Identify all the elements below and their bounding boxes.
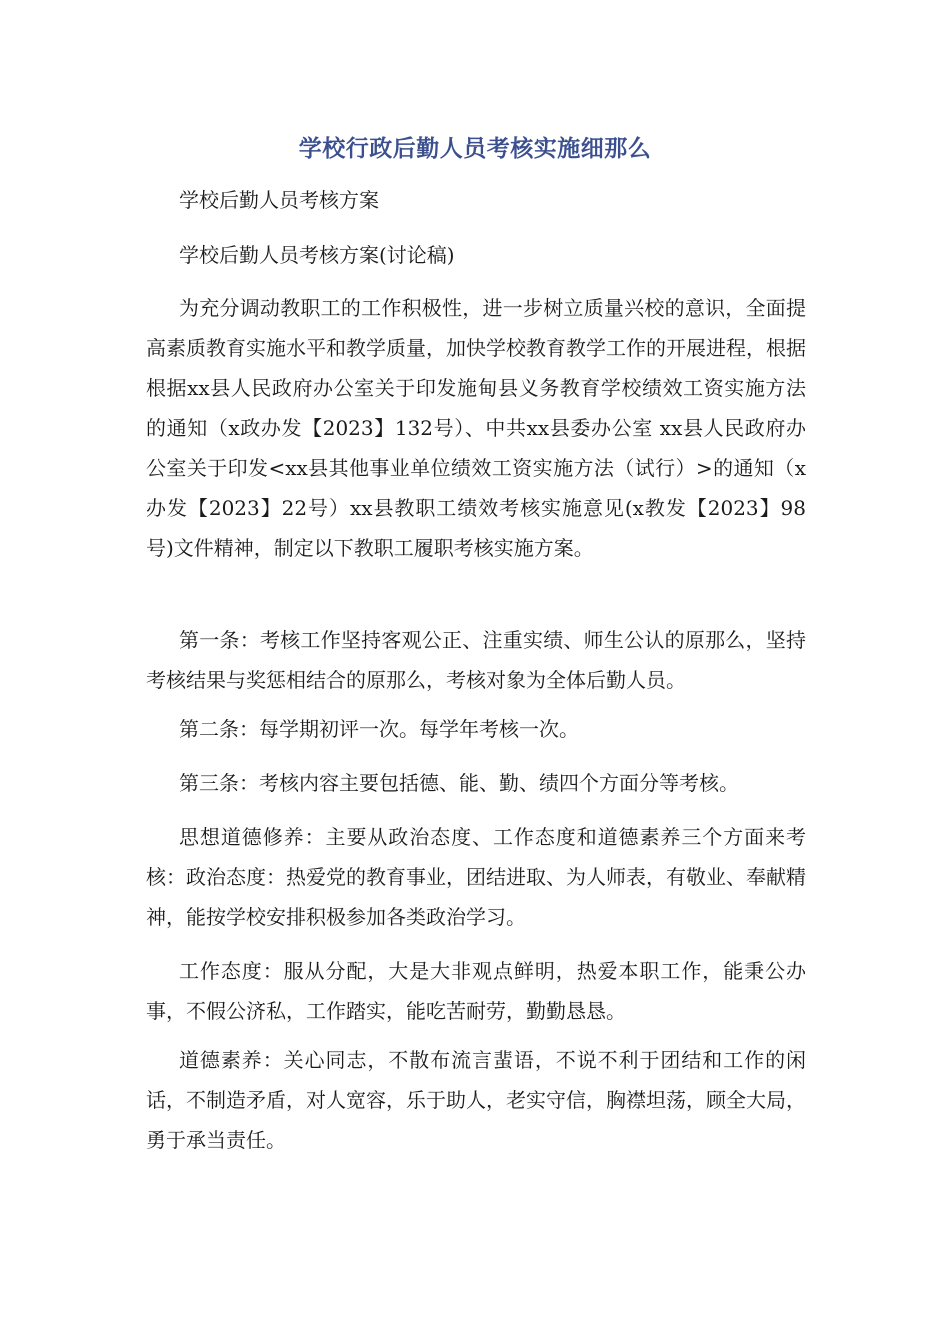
subtitle-paragraph: 学校后勤人员考核方案: [179, 188, 379, 212]
intro-paragraph: 为充分调动教职工的工作积极性，进一步树立质量兴校的意识，全面提高素质教育实施水平和教学质量，加快学校教育教学工作的开展进程，根据根据xx县人民政府办公室关于印发施甸县义务教育学校绩效工资实施方法的通知（x政办发【2023】132号）、中共xx县委办公室 xx县人民政府办公室关于印发<xx县其他事业单位绩效工资实施方法（试行）>的通知（x办发【2023】22号）xx县教职工绩效考核实施意见(x教发【2023】98号)文件精神，制定以下教职工履职考核实施方案。: [146, 296, 806, 560]
work-attitude-paragraph: 工作态度：服从分配，大是大非观点鲜明，热爱本职工作，能秉公办事，不假公济私，工作踏实，能吃苦耐劳，勤勤恳恳。: [146, 959, 806, 1023]
article-three-paragraph: 第三条：考核内容主要包括德、能、勤、绩四个方面分等考核。: [179, 771, 739, 795]
moral-cultivation-paragraph: 思想道德修养：主要从政治态度、工作态度和道德素养三个方面来考核：政治态度：热爱党的教育事业，团结进取、为人师表，有敬业、奉献精神，能按学校安排积极参加各类政治学习。: [146, 825, 806, 929]
subtitle-draft-paragraph: 学校后勤人员考核方案(讨论稿): [179, 243, 455, 267]
document-title: 学校行政后勤人员考核实施细那么: [298, 136, 652, 162]
moral-quality-paragraph: 道德素养：关心同志，不散布流言蜚语，不说不利于团结和工作的闲话，不制造矛盾，对人宽容，乐于助人，老实守信，胸襟坦荡，顾全大局，勇于承当责任。: [146, 1048, 806, 1152]
article-one-paragraph: 第一条：考核工作坚持客观公正、注重实绩、师生公认的原那么，坚持考核结果与奖惩相结合的原那么，考核对象为全体后勤人员。: [146, 628, 806, 692]
article-two-paragraph: 第二条：每学期初评一次。每学年考核一次。: [179, 717, 579, 741]
